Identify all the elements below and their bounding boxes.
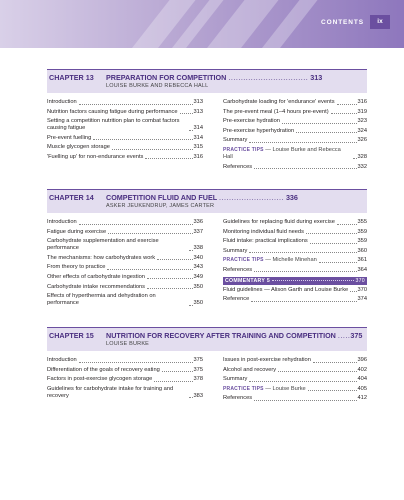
commentary-label: COMMENTARY 5 — [225, 277, 271, 284]
dot-leader — [162, 371, 193, 372]
toc-column-left — [47, 219, 203, 310]
entry-page: 343 — [193, 264, 203, 271]
entry-page: 319 — [357, 108, 367, 115]
dot-leader — [331, 113, 357, 114]
dot-leader — [145, 158, 192, 159]
dot-leader — [157, 259, 192, 260]
entry-title: Monitoring individual fluid needs — [223, 228, 304, 235]
entry-page: 383 — [193, 392, 203, 399]
dot-leader — [254, 271, 356, 272]
entry-title: Carbohydrate intake recommendations — [47, 283, 146, 290]
dot-leader — [189, 305, 193, 306]
dot-leader — [189, 130, 193, 131]
toc-entry[interactable] — [47, 284, 203, 291]
dot-leader — [337, 224, 357, 225]
entry-page: 314 — [193, 134, 203, 141]
entry-title: Reference — [223, 296, 250, 303]
practice-tips-tag: PRACTICE TIPS — [223, 146, 264, 153]
entry-page: 374 — [357, 296, 367, 303]
entry-title: Factors in post-exercise glycogen storage — [47, 376, 153, 383]
toc-column-right — [223, 219, 367, 310]
toc-entry[interactable] — [47, 219, 203, 226]
entry-title — [223, 257, 317, 264]
dot-leader — [112, 149, 193, 150]
entry-title: 'Fuelling up' for non-endurance events — [47, 153, 144, 160]
entry-title: Alcohol and recovery — [223, 366, 277, 373]
page-number: ix — [370, 15, 390, 29]
entry-page: 350 — [193, 300, 203, 307]
practice-tips-tag: PRACTICE TIPS — [223, 257, 264, 264]
chapter-heading[interactable] — [47, 327, 367, 351]
commentary-badge[interactable] — [223, 277, 367, 285]
entry-title: Carbohydrate supplementation and exercise performance — [47, 238, 159, 252]
toc-entry[interactable] — [223, 238, 367, 245]
dot-leader — [278, 371, 356, 372]
dot-leader — [249, 381, 356, 382]
entry-title: References — [223, 163, 253, 170]
chapter-author: LOUISE BURKE — [106, 341, 150, 347]
toc-entry[interactable] — [47, 255, 203, 262]
entry-page: 405 — [357, 385, 367, 392]
entry-page: 338 — [193, 245, 203, 252]
entry-page: 332 — [357, 163, 367, 170]
entry-title: Pre-event fuelling — [47, 134, 92, 141]
toc-entry[interactable] — [47, 264, 203, 271]
entry-title: Differentiation of the goals of recovery eating — [47, 366, 160, 373]
section-label: CONTENTS — [321, 19, 364, 26]
dot-leader — [107, 269, 192, 270]
entry-page: 337 — [193, 228, 203, 235]
toc-column-left — [47, 99, 203, 173]
entry-page: 349 — [193, 273, 203, 280]
entry-page: 378 — [193, 376, 203, 383]
toc-entry[interactable] — [47, 118, 203, 132]
entry-page: 316 — [357, 99, 367, 105]
dot-leader — [180, 113, 193, 114]
toc-entry[interactable] — [223, 99, 367, 106]
header-banner — [0, 0, 404, 48]
chapter-label: CHAPTER 15 — [49, 331, 94, 340]
dot-leader — [337, 104, 357, 105]
entry-title: Guidelines for carbohydrate intake for training and recovery — [47, 385, 174, 399]
entry-title: Summary — [223, 376, 248, 383]
chapter-label: CHAPTER 14 — [49, 193, 94, 202]
toc-entry[interactable] — [223, 287, 367, 294]
entry-title: Introduction — [47, 99, 77, 105]
toc-entry[interactable] — [47, 109, 203, 116]
dot-leader — [154, 381, 192, 382]
chapter-heading[interactable] — [47, 189, 367, 213]
dot-leader — [306, 233, 357, 234]
dot-leader — [189, 397, 193, 398]
entry-page: 350 — [193, 283, 203, 290]
entry-title: Nutrition factors causing fatigue during performance — [47, 108, 178, 115]
toc-entry[interactable] — [223, 357, 367, 364]
entry-title — [223, 386, 306, 393]
toc-entry[interactable] — [223, 109, 367, 116]
entry-page: 315 — [193, 144, 203, 151]
entry-page: 360 — [357, 247, 367, 254]
toc-entry[interactable] — [223, 376, 367, 383]
toc-entry[interactable] — [223, 267, 367, 274]
dot-leader — [272, 280, 354, 281]
entry-title: Introduction — [47, 219, 77, 225]
toc-entry[interactable] — [47, 386, 203, 400]
toc-entry[interactable] — [223, 296, 367, 303]
toc-entry[interactable] — [47, 229, 203, 236]
dot-leader — [319, 262, 357, 263]
toc-entry[interactable] — [223, 367, 367, 374]
dot-leader — [310, 243, 357, 244]
toc-entry[interactable] — [223, 219, 367, 226]
toc-entry[interactable] — [47, 154, 203, 161]
chapter-label: CHAPTER 13 — [49, 73, 94, 82]
toc-entry-practice-tips[interactable] — [223, 257, 367, 264]
toc-entry[interactable] — [47, 238, 203, 252]
entry-title: Guidelines for replacing fluid during exercise — [223, 219, 335, 225]
entry-page: 336 — [193, 219, 203, 225]
toc-entry-practice-tips[interactable] — [223, 147, 367, 161]
entry-author: — Louise Burke — [263, 385, 306, 392]
entry-page: 340 — [193, 254, 203, 261]
entry-title: Summary — [223, 247, 248, 254]
entry-page: 355 — [357, 219, 367, 225]
dot-leader — [79, 224, 193, 225]
entry-page: 402 — [357, 366, 367, 373]
entry-page: 328 — [357, 153, 367, 160]
entry-page: 404 — [357, 376, 367, 383]
entry-title: The pre-event meal (1–4 hours pre-event) — [223, 108, 329, 115]
entry-title: Pre-exercise hydration — [223, 118, 280, 125]
toc-column-right — [223, 357, 367, 405]
entry-title: From theory to practice — [47, 264, 106, 271]
entry-page: 370 — [357, 286, 367, 293]
entry-title: Introduction — [47, 357, 77, 363]
dot-leader — [249, 252, 356, 253]
dot-leader — [147, 278, 193, 279]
entry-page: 323 — [357, 118, 367, 125]
toc-column-right — [223, 99, 367, 173]
toc-entry[interactable] — [47, 144, 203, 151]
entry-page: 326 — [357, 137, 367, 144]
toc-entry[interactable] — [47, 367, 203, 374]
entry-title: The mechanisms: how carbohydrates work — [47, 254, 156, 261]
entry-title: Issues in post-exercise rehydration — [223, 357, 311, 363]
chapter-13 — [47, 69, 367, 170]
practice-tips-tag: PRACTICE TIPS — [223, 385, 264, 392]
toc-entry[interactable] — [47, 357, 203, 364]
entry-page: 370 — [355, 277, 365, 284]
toc-entry[interactable] — [47, 274, 203, 281]
entry-page: 313 — [193, 108, 203, 115]
toc-entry[interactable] — [47, 293, 203, 307]
dot-leader — [308, 390, 357, 391]
entry-title: References — [223, 266, 253, 273]
chapter-title: COMPETITION FLUID AND FUEL .......................... 336 — [106, 193, 298, 202]
chapter-heading[interactable] — [47, 69, 367, 93]
entry-page: 314 — [193, 125, 203, 132]
chapter-title: NUTRITION FOR RECOVERY AFTER TRAINING AND COMPETITION .....375 — [106, 331, 363, 340]
dot-leader — [147, 288, 192, 289]
dot-leader — [350, 291, 356, 292]
toc-entry[interactable] — [223, 164, 367, 171]
entry-page: 359 — [357, 238, 367, 245]
entry-title: Summary — [223, 137, 248, 144]
entry-title: Fatigue during exercise — [47, 228, 107, 235]
entry-title: Fluid guidelines — Alison Garth and Louise Burke — [223, 286, 349, 293]
toc-entry[interactable] — [47, 376, 203, 383]
dot-leader — [189, 250, 193, 251]
toc-entry[interactable] — [223, 395, 367, 402]
entry-page: 313 — [193, 99, 203, 105]
entry-page: 316 — [193, 153, 203, 160]
dot-leader — [249, 142, 356, 143]
toc-entry[interactable] — [47, 135, 203, 142]
entry-page: 412 — [357, 395, 367, 402]
chapter-author: LOUISE BURKE AND REBECCA HALL — [106, 83, 209, 89]
entry-title: Other effects of carbohydrate ingestion — [47, 273, 145, 280]
entry-author: — Louise Burke and Rebecca Hall — [223, 146, 341, 160]
dot-leader — [254, 168, 356, 169]
toc-entry[interactable] — [223, 118, 367, 125]
toc-column-left — [47, 357, 203, 405]
entry-title: Carbohydrate loading for 'endurance' events — [223, 99, 335, 105]
dot-leader — [282, 123, 357, 124]
chapter-15 — [47, 327, 367, 402]
entry-title: Muscle glycogen storage — [47, 144, 110, 151]
entry-title: Fluid intake: practical implications — [223, 238, 308, 245]
entry-author: — Michelle Minehan — [263, 257, 317, 264]
toc-entry-practice-tips[interactable] — [223, 386, 367, 393]
entry-page: 364 — [357, 266, 367, 273]
entry-page: 375 — [193, 357, 203, 363]
toc-entry[interactable] — [47, 99, 203, 106]
entry-page: 396 — [357, 357, 367, 363]
toc-entry[interactable] — [223, 128, 367, 135]
entry-title: Pre-exercise hyperhydration — [223, 127, 295, 134]
entry-page: 361 — [357, 257, 367, 264]
dot-leader — [313, 362, 357, 363]
chapter-14 — [47, 189, 367, 307]
dot-leader — [353, 158, 357, 159]
entry-title: References — [223, 395, 253, 402]
dot-leader — [108, 233, 192, 234]
dot-leader — [254, 400, 356, 401]
entry-title: Effects of hyperthermia and dehydration on performance — [47, 293, 156, 307]
dot-leader — [296, 132, 356, 133]
entry-page: 375 — [193, 366, 203, 373]
entry-title: Setting a competition nutrition plan to combat factors causing fatigue — [47, 118, 180, 132]
chapter-title: PREPARATION FOR COMPETITION ................................ 313 — [106, 73, 323, 82]
toc-entry[interactable] — [223, 229, 367, 236]
entry-page: 324 — [357, 127, 367, 134]
dot-leader — [93, 139, 192, 140]
dot-leader — [79, 104, 193, 105]
entry-title — [223, 147, 351, 161]
chapter-author: ASKER JEUKENDRUP, JAMES CARTER — [106, 203, 215, 209]
dot-leader — [79, 362, 193, 363]
toc-entry[interactable] — [223, 137, 367, 144]
entry-page: 359 — [357, 228, 367, 235]
toc-entry[interactable] — [223, 248, 367, 255]
dot-leader — [251, 301, 356, 302]
